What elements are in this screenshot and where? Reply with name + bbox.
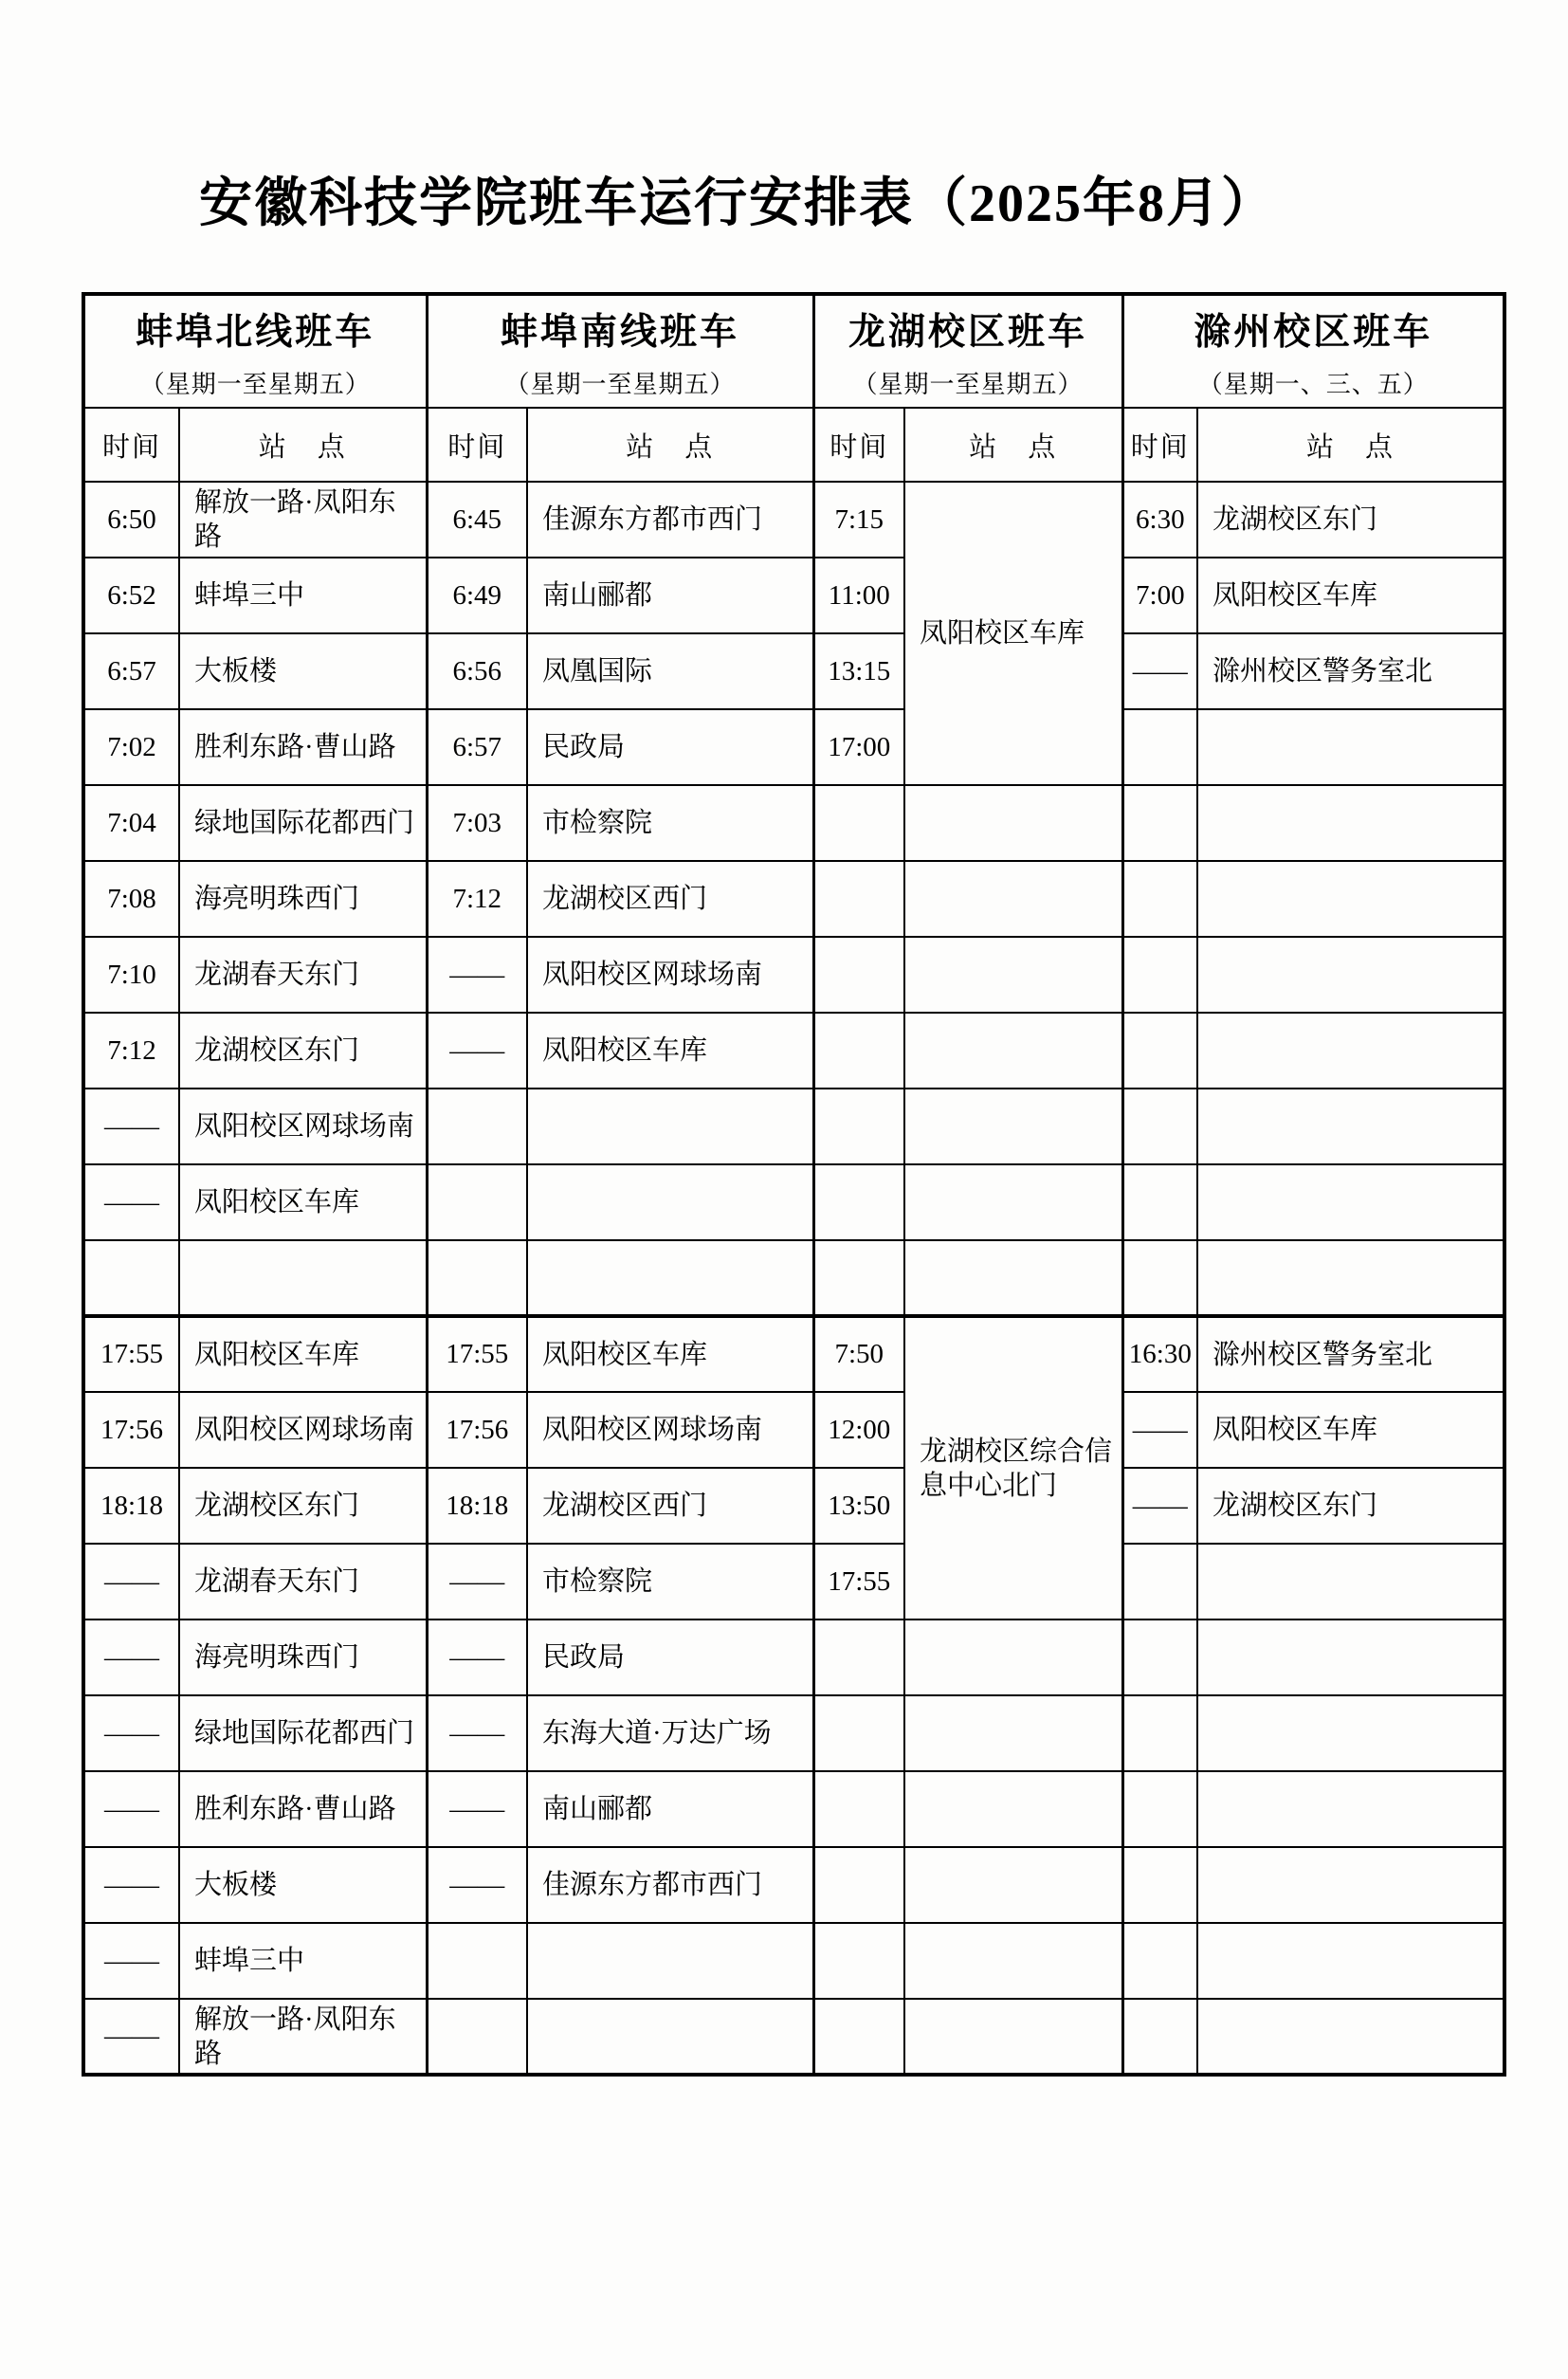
station-cell: 滁州校区警务室北 [1197,1316,1504,1392]
time-cell [1122,1240,1197,1316]
time-cell [813,1999,904,2075]
station-cell: 凤阳校区网球场南 [527,937,813,1013]
station-cell [1197,1847,1504,1923]
station-cell [527,1240,813,1316]
time-cell: 6:57 [427,709,527,785]
station-cell: 胜利东路·曹山路 [179,709,427,785]
time-cell [1122,1620,1197,1695]
table-row [83,937,1504,1013]
station-cell: 胜利东路·曹山路 [179,1771,427,1847]
station-cell [904,861,1122,937]
station-cell [1197,1620,1504,1695]
column-header-station: 站 点 [1197,408,1504,482]
station-cell [904,1771,1122,1847]
station-cell: 凤阳校区车库 [527,1316,813,1392]
time-cell: —— [83,1847,179,1923]
station-cell [1197,1999,1504,2075]
station-cell [904,1847,1122,1923]
table-row [83,633,1504,709]
station-cell [1197,1089,1504,1164]
group-name: 龙湖校区班车 [848,312,1088,353]
time-cell: —— [83,1620,179,1695]
time-cell: —— [83,1771,179,1847]
station-cell: 龙湖校区东门 [179,1013,427,1089]
table-row [83,1240,1504,1316]
station-cell: 南山郦都 [527,1771,813,1847]
time-cell: 7:15 [813,482,904,558]
station-cell [904,1620,1122,1695]
station-cell: 大板楼 [179,1847,427,1923]
table-row [83,1316,1504,1392]
time-cell: 18:18 [427,1468,527,1544]
time-cell [813,1847,904,1923]
time-cell: —— [427,1544,527,1620]
table-row [83,1013,1504,1089]
station-cell: 龙湖校区东门 [179,1468,427,1544]
group-days: （星期一至星期五） [139,371,371,398]
time-cell [813,1164,904,1240]
column-header-station: 站 点 [904,408,1122,482]
column-header-station: 站 点 [179,408,427,482]
time-cell [427,1089,527,1164]
station-cell [904,1240,1122,1316]
time-cell: 7:03 [427,785,527,861]
station-cell [904,785,1122,861]
station-cell [1197,1240,1504,1316]
time-cell: 7:04 [83,785,179,861]
station-cell: 凤阳校区车库 [1197,1392,1504,1468]
time-cell [1122,1999,1197,2075]
time-cell: —— [1122,1392,1197,1468]
time-cell: 17:55 [427,1316,527,1392]
time-cell: —— [427,1620,527,1695]
column-header-row [83,408,1504,482]
time-cell [427,1240,527,1316]
time-cell: 17:56 [427,1392,527,1468]
station-cell: 凤阳校区车库 [179,1164,427,1240]
station-cell: 海亮明珠西门 [179,861,427,937]
time-cell: 13:50 [813,1468,904,1544]
table-row [83,1392,1504,1468]
station-cell [904,1923,1122,1999]
time-cell: 17:56 [83,1392,179,1468]
time-cell [427,1164,527,1240]
time-cell: 7:10 [83,937,179,1013]
station-cell [904,1999,1122,2075]
table-row [83,1544,1504,1620]
time-cell: —— [1122,633,1197,709]
time-cell [1122,1695,1197,1771]
time-cell: —— [83,1164,179,1240]
time-cell [1122,1544,1197,1620]
station-cell [527,1923,813,1999]
time-cell: —— [427,1013,527,1089]
time-cell: 7:02 [83,709,179,785]
station-cell: 解放一路·凤阳东路 [179,1999,427,2075]
time-cell [813,1620,904,1695]
table-row [83,482,1504,558]
group-header-row [83,294,1504,408]
station-cell: 龙湖校区东门 [1197,1468,1504,1544]
station-cell [1197,1695,1504,1771]
group-header-longhu [813,294,1122,408]
station-cell [527,1164,813,1240]
time-cell [1122,1923,1197,1999]
time-cell: 6:52 [83,558,179,633]
table-row [83,1923,1504,1999]
column-header-time: 时间 [427,408,527,482]
time-cell: —— [83,1695,179,1771]
station-cell: 凤阳校区车库 [904,482,1122,785]
time-cell: 6:50 [83,482,179,558]
table-row [83,1620,1504,1695]
station-cell [904,937,1122,1013]
time-cell [813,1695,904,1771]
station-cell [1197,1923,1504,1999]
time-cell: —— [83,1089,179,1164]
time-cell [1122,1771,1197,1847]
station-cell: 凤阳校区网球场南 [179,1392,427,1468]
time-cell: 17:00 [813,709,904,785]
time-cell [813,861,904,937]
time-cell: —— [83,1923,179,1999]
station-cell: 民政局 [527,709,813,785]
table-row [83,558,1504,633]
table-head [83,294,1504,482]
group-header-bengbu-south [427,294,813,408]
station-cell [527,1999,813,2075]
station-cell: 东海大道·万达广场 [527,1695,813,1771]
station-cell: 海亮明珠西门 [179,1620,427,1695]
time-cell [427,1999,527,2075]
time-cell [1122,1847,1197,1923]
time-cell: —— [83,1999,179,2075]
time-cell: 6:57 [83,633,179,709]
station-cell: 滁州校区警务室北 [1197,633,1504,709]
time-cell: —— [427,1695,527,1771]
station-cell: 凤阳校区网球场南 [179,1089,427,1164]
group-days: （星期一至星期五） [504,371,736,398]
station-cell: 龙湖校区西门 [527,861,813,937]
station-cell: 蚌埠三中 [179,1923,427,1999]
group-header-bengbu-north [83,294,427,408]
station-cell: 蚌埠三中 [179,558,427,633]
time-cell [813,785,904,861]
station-cell [1197,1544,1504,1620]
time-cell: —— [427,937,527,1013]
time-cell [1122,1089,1197,1164]
station-cell [179,1240,427,1316]
table-row [83,1089,1504,1164]
time-cell: 13:15 [813,633,904,709]
time-cell: 6:45 [427,482,527,558]
station-cell: 解放一路·凤阳东路 [179,482,427,558]
time-cell [813,1923,904,1999]
station-cell: 凤阳校区车库 [527,1013,813,1089]
time-cell: 18:18 [83,1468,179,1544]
station-cell [1197,937,1504,1013]
station-cell: 凤凰国际 [527,633,813,709]
page-title: 安徽科技学院班车运行安排表（2025年8月） [199,174,1276,233]
station-cell [904,1013,1122,1089]
time-cell: —— [427,1847,527,1923]
time-cell: 17:55 [813,1544,904,1620]
time-cell [813,937,904,1013]
time-cell: 7:12 [83,1013,179,1089]
table-row [83,1468,1504,1544]
time-cell: 6:56 [427,633,527,709]
station-cell [904,1695,1122,1771]
station-cell [1197,785,1504,861]
station-cell: 绿地国际花都西门 [179,785,427,861]
station-cell [904,1164,1122,1240]
station-cell: 凤阳校区网球场南 [527,1392,813,1468]
table-row [83,1847,1504,1923]
time-cell [1122,1164,1197,1240]
station-cell [1197,861,1504,937]
table-row [83,709,1504,785]
time-cell: 6:30 [1122,482,1197,558]
page [0,161,1568,2379]
station-cell [904,1089,1122,1164]
time-cell: 6:49 [427,558,527,633]
time-cell: 12:00 [813,1392,904,1468]
column-header-time: 时间 [1122,408,1197,482]
column-header-time: 时间 [813,408,904,482]
station-cell: 龙湖春天东门 [179,1544,427,1620]
station-cell: 佳源东方都市西门 [527,482,813,558]
table-row [83,861,1504,937]
station-cell: 龙湖校区综合信息中心北门 [904,1316,1122,1620]
time-cell: —— [1122,1468,1197,1544]
table-row [83,1164,1504,1240]
time-cell [427,1923,527,1999]
time-cell [1122,861,1197,937]
station-cell [1197,1164,1504,1240]
schedule-table [82,292,1506,2077]
group-name: 滁州校区班车 [1194,312,1433,353]
group-header-chuzhou [1122,294,1504,408]
station-cell [1197,1013,1504,1089]
time-cell [1122,937,1197,1013]
group-days: （星期一至星期五） [852,371,1084,398]
time-cell: 7:12 [427,861,527,937]
station-cell: 龙湖春天东门 [179,937,427,1013]
station-cell: 市检察院 [527,1544,813,1620]
station-cell: 凤阳校区车库 [1197,558,1504,633]
time-cell: 17:55 [83,1316,179,1392]
column-header-station: 站 点 [527,408,813,482]
time-cell [1122,709,1197,785]
time-cell [813,1240,904,1316]
station-cell: 大板楼 [179,633,427,709]
time-cell: 7:50 [813,1316,904,1392]
station-cell: 龙湖校区西门 [527,1468,813,1544]
station-cell: 民政局 [527,1620,813,1695]
time-cell: 16:30 [1122,1316,1197,1392]
station-cell [527,1089,813,1164]
group-days: （星期一、三、五） [1197,371,1429,398]
station-cell: 凤阳校区车库 [179,1316,427,1392]
group-name: 蚌埠南线班车 [501,312,740,353]
schedule-body [83,482,1504,2075]
group-name: 蚌埠北线班车 [136,312,375,353]
time-cell: 7:08 [83,861,179,937]
time-cell [813,1089,904,1164]
station-cell [1197,1771,1504,1847]
time-cell [813,1013,904,1089]
time-cell: 11:00 [813,558,904,633]
time-cell: 7:00 [1122,558,1197,633]
table-row [83,785,1504,861]
column-header-time: 时间 [83,408,179,482]
station-cell: 南山郦都 [527,558,813,633]
station-cell: 龙湖校区东门 [1197,482,1504,558]
time-cell [813,1771,904,1847]
time-cell [83,1240,179,1316]
table-row [83,1771,1504,1847]
table-row [83,1999,1504,2075]
time-cell [1122,785,1197,861]
table-row [83,1695,1504,1771]
time-cell [1122,1013,1197,1089]
time-cell: —— [83,1544,179,1620]
station-cell: 佳源东方都市西门 [527,1847,813,1923]
station-cell: 市检察院 [527,785,813,861]
station-cell: 绿地国际花都西门 [179,1695,427,1771]
time-cell: —— [427,1771,527,1847]
station-cell [1197,709,1504,785]
